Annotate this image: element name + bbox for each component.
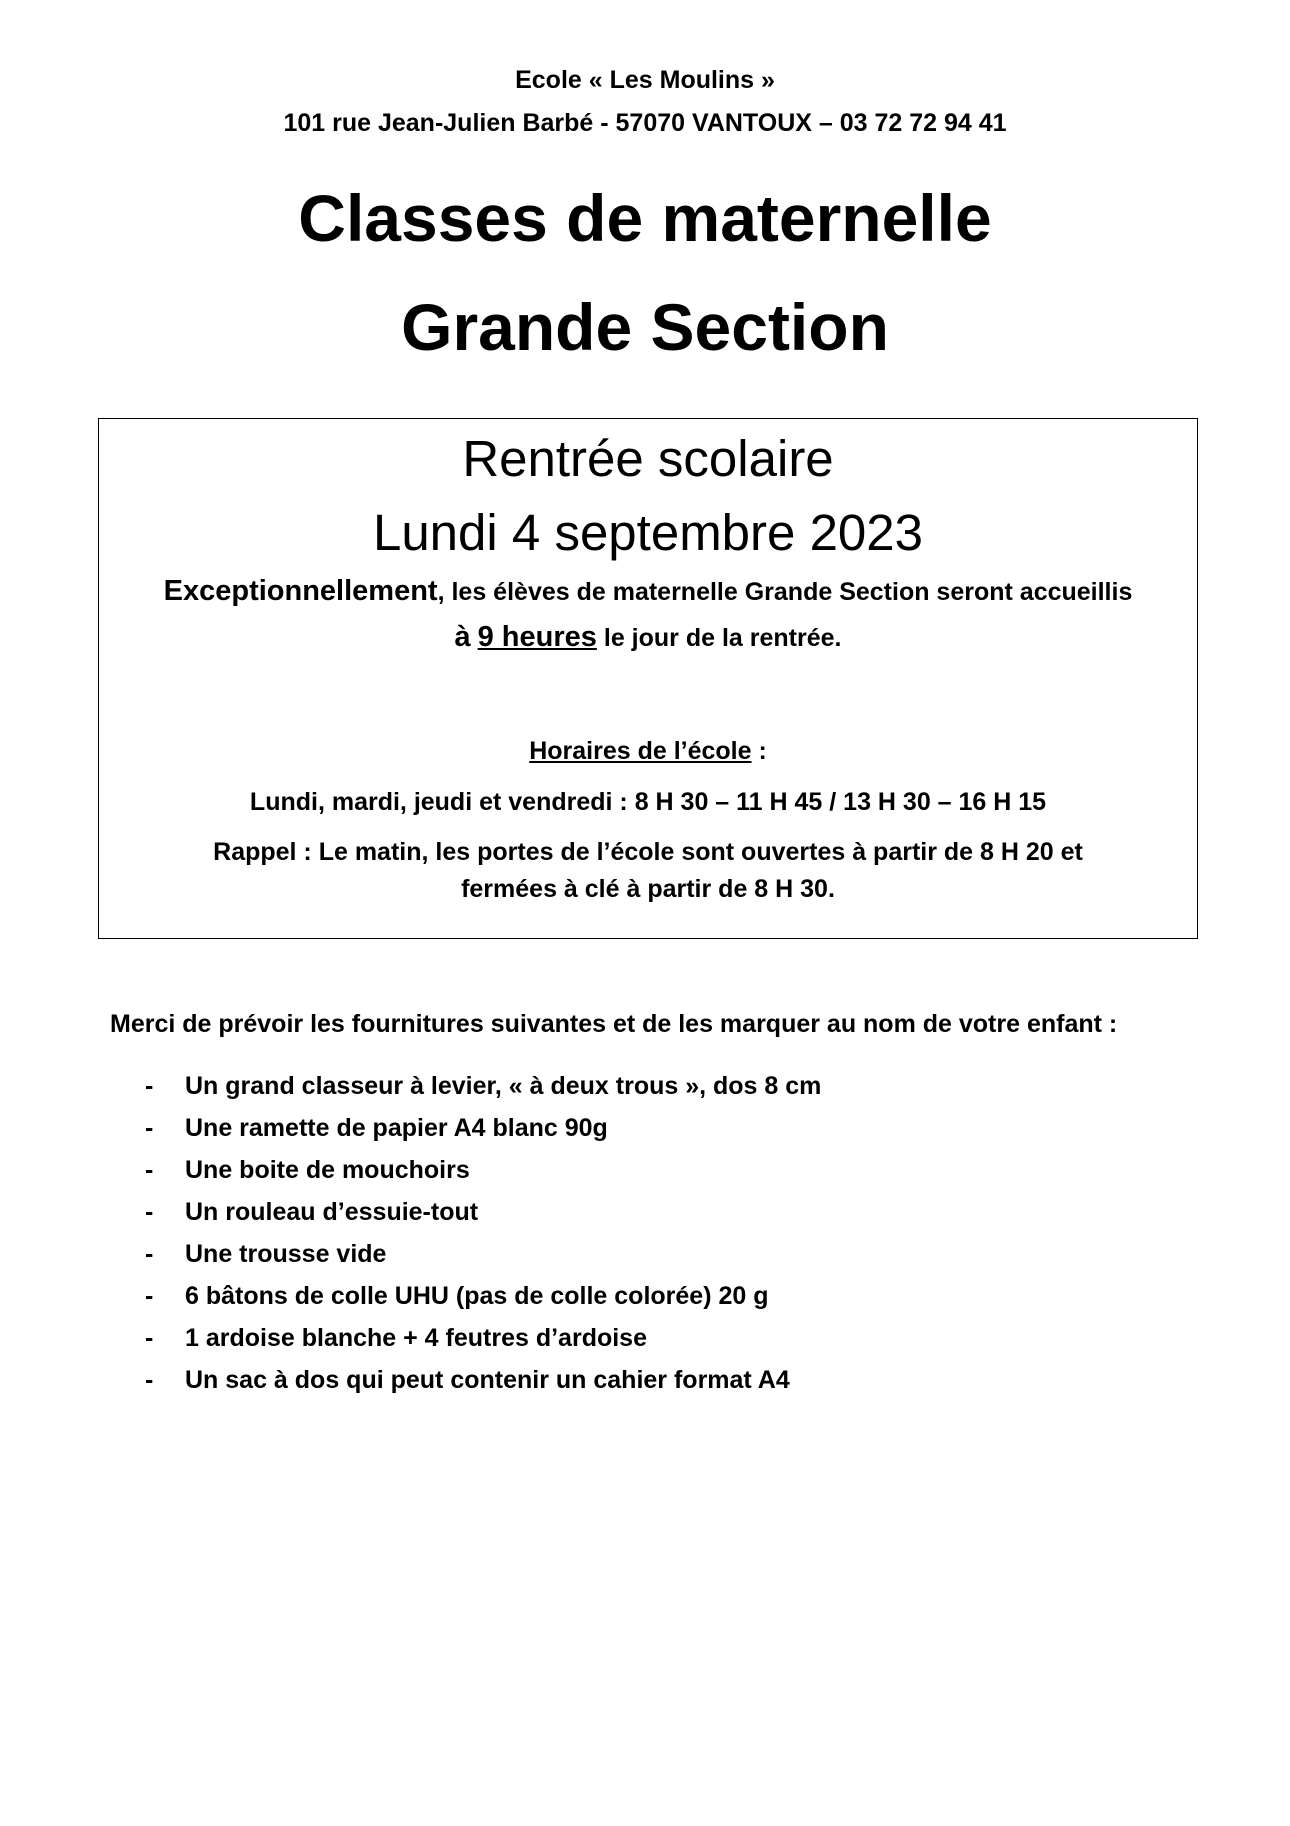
supply-text: Un sac à dos qui peut contenir un cahier format A4 <box>185 1366 790 1394</box>
schedule-heading-colon: : <box>751 737 767 765</box>
rentree-info-box <box>98 418 1198 939</box>
schedule-heading <box>99 737 1197 766</box>
supply-text: 6 bâtons de colle UHU (pas de colle colorée) 20 g <box>185 1282 769 1310</box>
list-item <box>0 1114 1290 1156</box>
supply-text: Une ramette de papier A4 blanc 90g <box>185 1114 608 1142</box>
list-item <box>0 1156 1290 1198</box>
supplies-list <box>0 1072 1290 1408</box>
rentree-date: Lundi 4 septembre 2023 <box>372 504 924 561</box>
arrival-hour-prefix: à <box>454 621 471 653</box>
supply-text: Une boite de mouchoirs <box>185 1156 470 1184</box>
school-address: 101 rue Jean-Julien Barbé - 57070 VANTOUX – 03 72 72 94 41 <box>283 109 1007 137</box>
bullet-dash: - <box>145 1282 154 1310</box>
list-item <box>0 1324 1290 1366</box>
reminder-line-1: Rappel : Le matin, les portes de l’école sont ouvertes à partir de 8 H 20 et <box>213 838 1083 866</box>
page-title-line-2: Grande Section <box>401 290 889 364</box>
list-item <box>0 1198 1290 1240</box>
reminder-line-2: fermées à clé à partir de 8 H 30. <box>461 875 835 903</box>
bullet-dash: - <box>145 1114 154 1142</box>
bullet-dash: - <box>145 1198 154 1226</box>
supplies-intro: Merci de prévoir les fournitures suivantes et de les marquer au nom de votre enfant : <box>110 1010 1118 1038</box>
exception-word: Exceptionnellement <box>163 575 438 607</box>
exception-notice <box>99 575 1197 608</box>
exception-text: , les élèves de maternelle Grande Section seront accueillis <box>437 578 1133 606</box>
schedule-heading-label: Horaires de l’école <box>529 737 752 765</box>
arrival-hour-suffix: le jour de la rentrée. <box>603 624 842 652</box>
list-item <box>0 1072 1290 1114</box>
supply-text: Un rouleau d’essuie-tout <box>185 1198 479 1226</box>
supply-text: Une trousse vide <box>185 1240 387 1268</box>
supply-text: 1 ardoise blanche + 4 feutres d’ardoise <box>185 1324 647 1352</box>
bullet-dash: - <box>145 1072 154 1100</box>
bullet-dash: - <box>145 1240 154 1268</box>
rentree-title: Rentrée scolaire <box>462 430 834 487</box>
arrival-hour-notice <box>99 621 1197 654</box>
bullet-dash: - <box>145 1324 154 1352</box>
schedule-days: Lundi, mardi, jeudi et vendredi : 8 H 30 – 11 H 45 / 13 H 30 – 16 H 15 <box>249 788 1047 816</box>
page-title-line-1: Classes de maternelle <box>298 181 992 255</box>
bullet-dash: - <box>145 1156 154 1184</box>
list-item <box>0 1282 1290 1324</box>
list-item <box>0 1240 1290 1282</box>
list-item <box>0 1366 1290 1408</box>
supply-text: Un grand classeur à levier, « à deux trous », dos 8 cm <box>185 1072 822 1100</box>
school-name: Ecole « Les Moulins » <box>515 66 775 94</box>
bullet-dash: - <box>145 1366 154 1394</box>
arrival-hour-value: 9 heures <box>477 621 597 653</box>
